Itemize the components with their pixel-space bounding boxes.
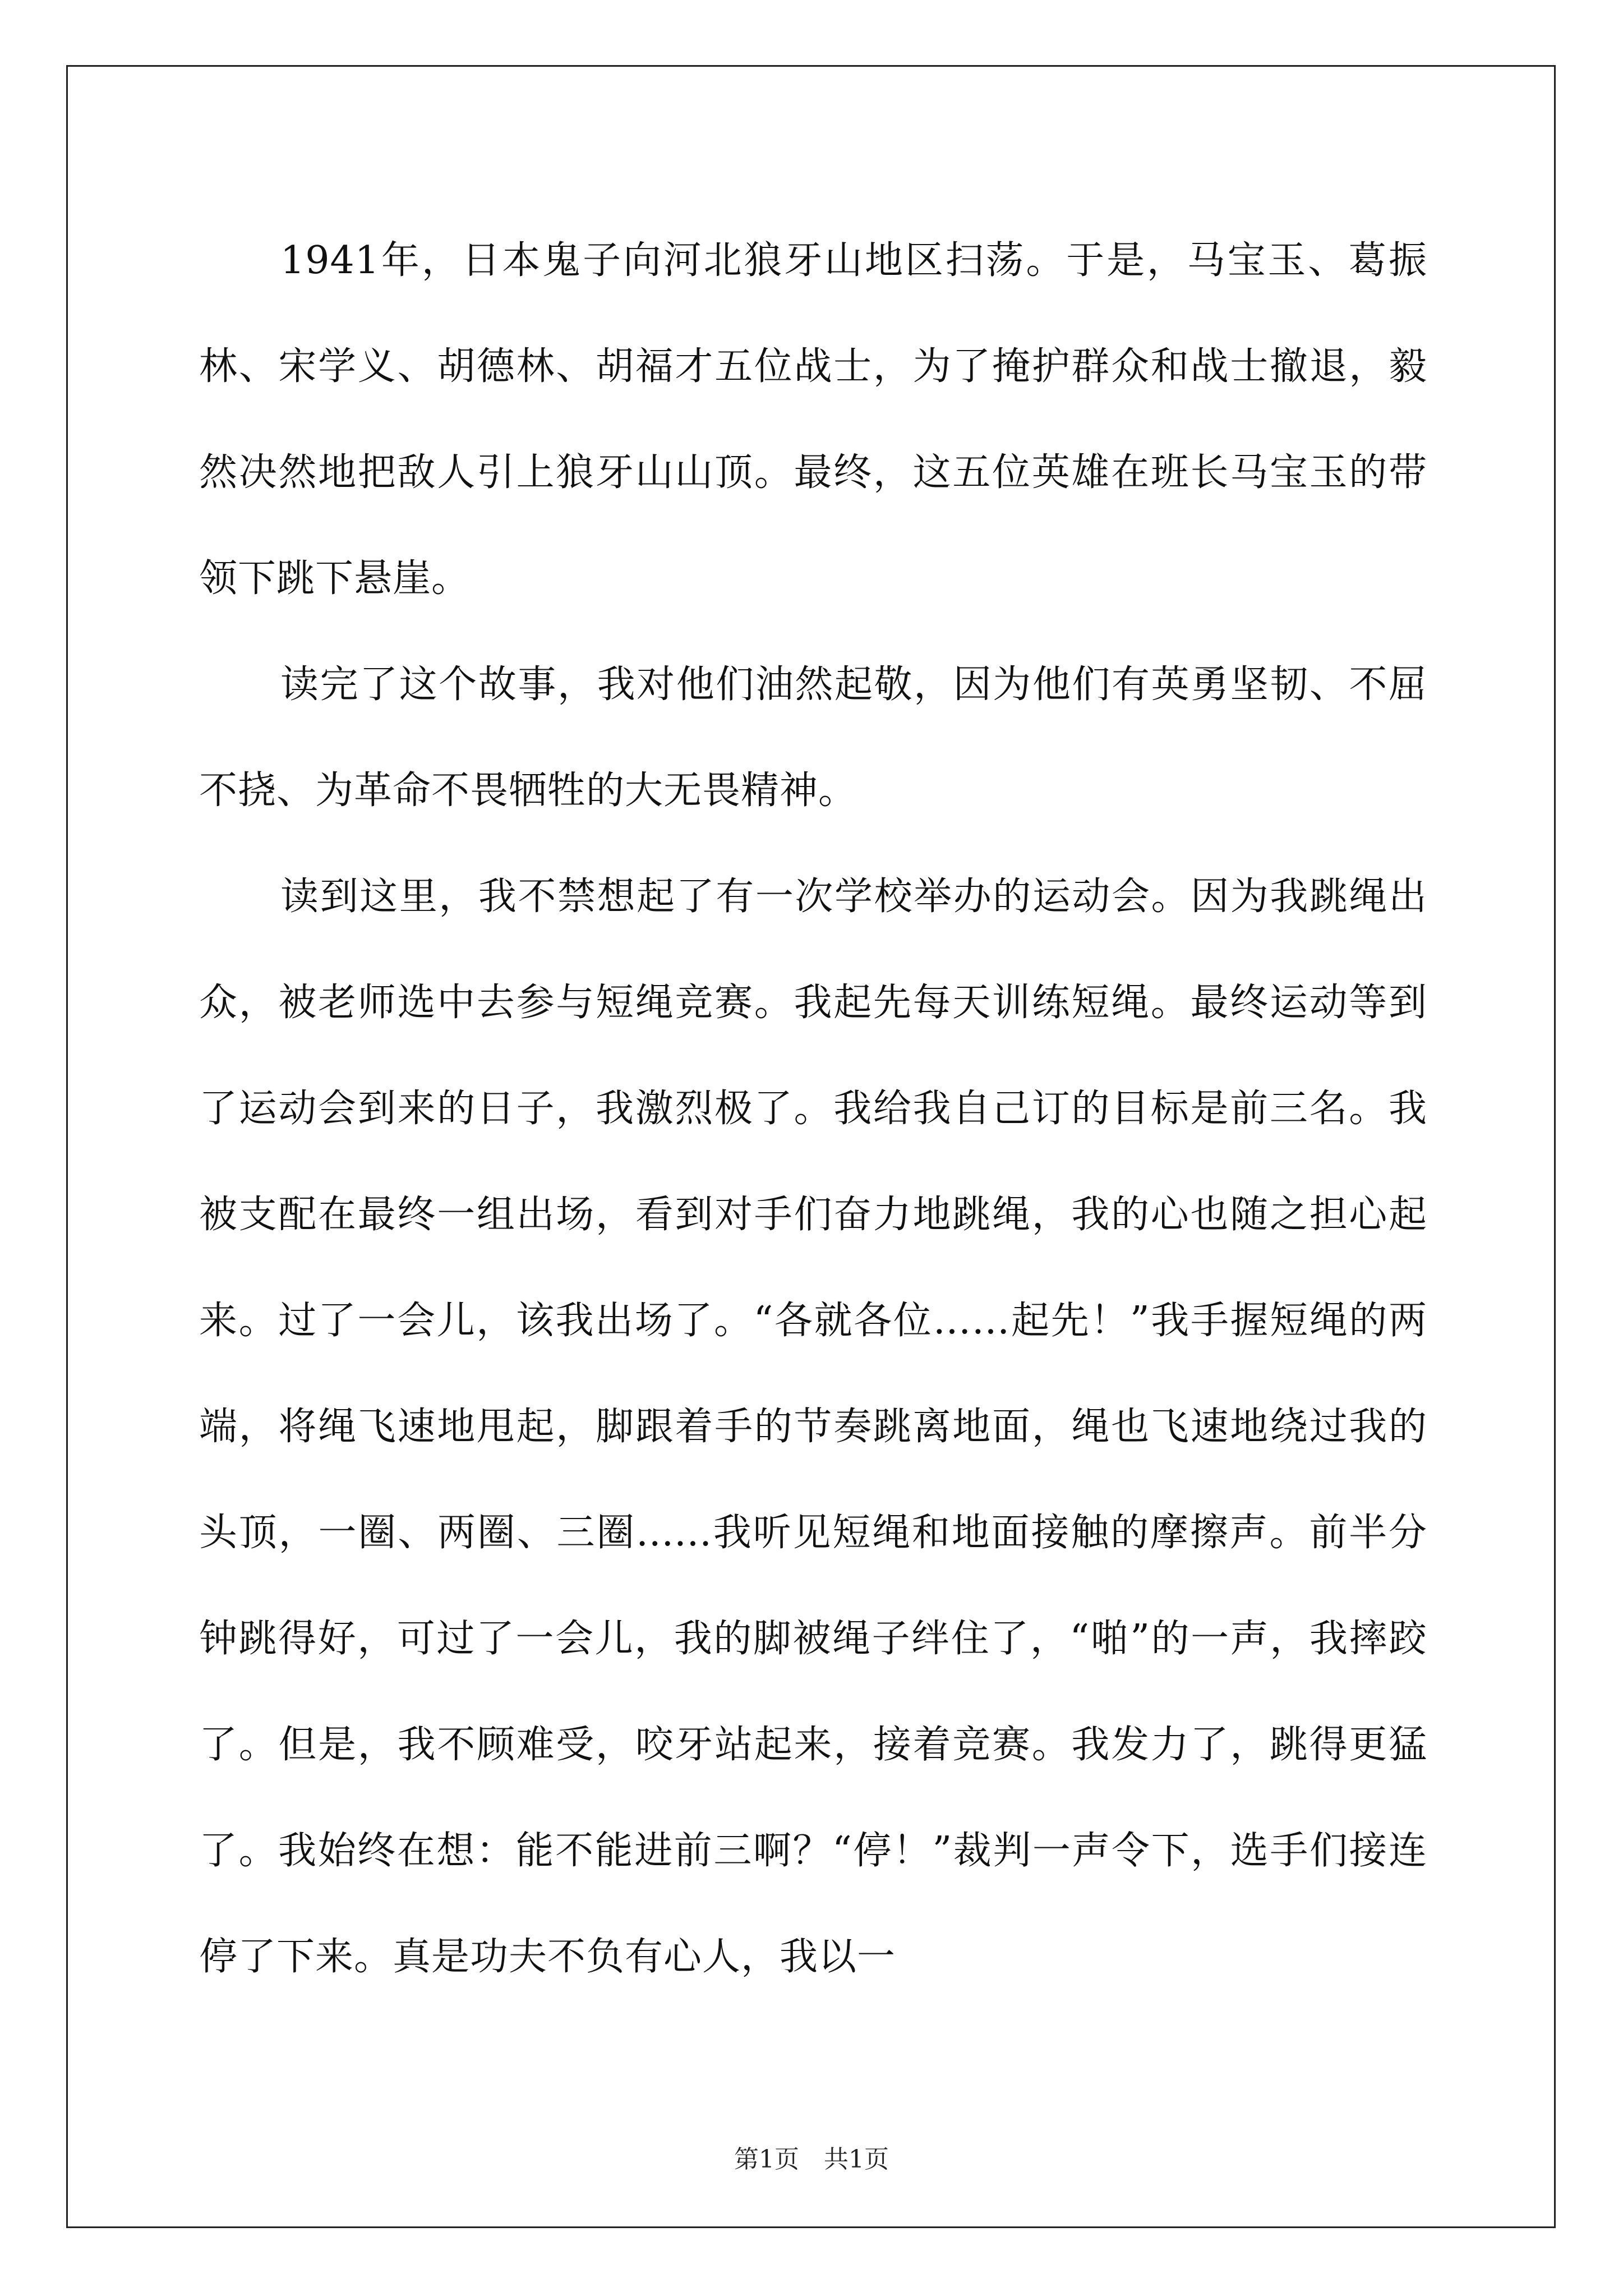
paragraph-1: 1941年，日本鬼子向河北狼牙山地区扫荡。于是，马宝玉、葛振林、宋学义、胡德林、胡福才五位战士，为了掩护群众和战士撤退，毅然决然地把敌人引上狼牙山山顶。最终，这五位英雄在班长马宝玉的带领下跳下悬崖。 xyxy=(199,238,1427,601)
document-body xyxy=(199,208,1427,2010)
paragraph-3: 读到这里，我不禁想起了有一次学校举办的运动会。因为我跳绳出众，被老师选中去参与短绳竞赛。我起先每天训练短绳。最终运动等到了运动会到来的日子，我激烈极了。我给我自己订的目标是前三名。我被支配在最终一组出场，看到对手们奋力地跳绳，我的心也随之担心起来。过了一会儿，该我出场了。“各就各位……起先！”我手握短绳的两端，将绳飞速地甩起，脚跟着手的节奏跳离地面，绳也飞速地绕过我的头顶，一圈、两圈、三圈......我听见短绳和地面接触的摩擦声。前半分钟跳得好，可过了一会儿，我的脚被绳子绊住了，“啪”的一声，我摔跤了。但是，我不顾难受，咬牙站起来，接着竞赛。我发力了，跳得更猛了。我始终在想：能不能进前三啊？“停！”裁判一声令下，选手们接连停了下来。真是功夫不负有心人，我以一 xyxy=(199,875,1427,1979)
page-footer: 第1页 共1页 xyxy=(734,2145,889,2174)
paragraph-2: 读完了这个故事，我对他们油然起敬，因为他们有英勇坚韧、不屈不挠、为革命不畏牺牲的大无畏精神。 xyxy=(199,662,1427,813)
